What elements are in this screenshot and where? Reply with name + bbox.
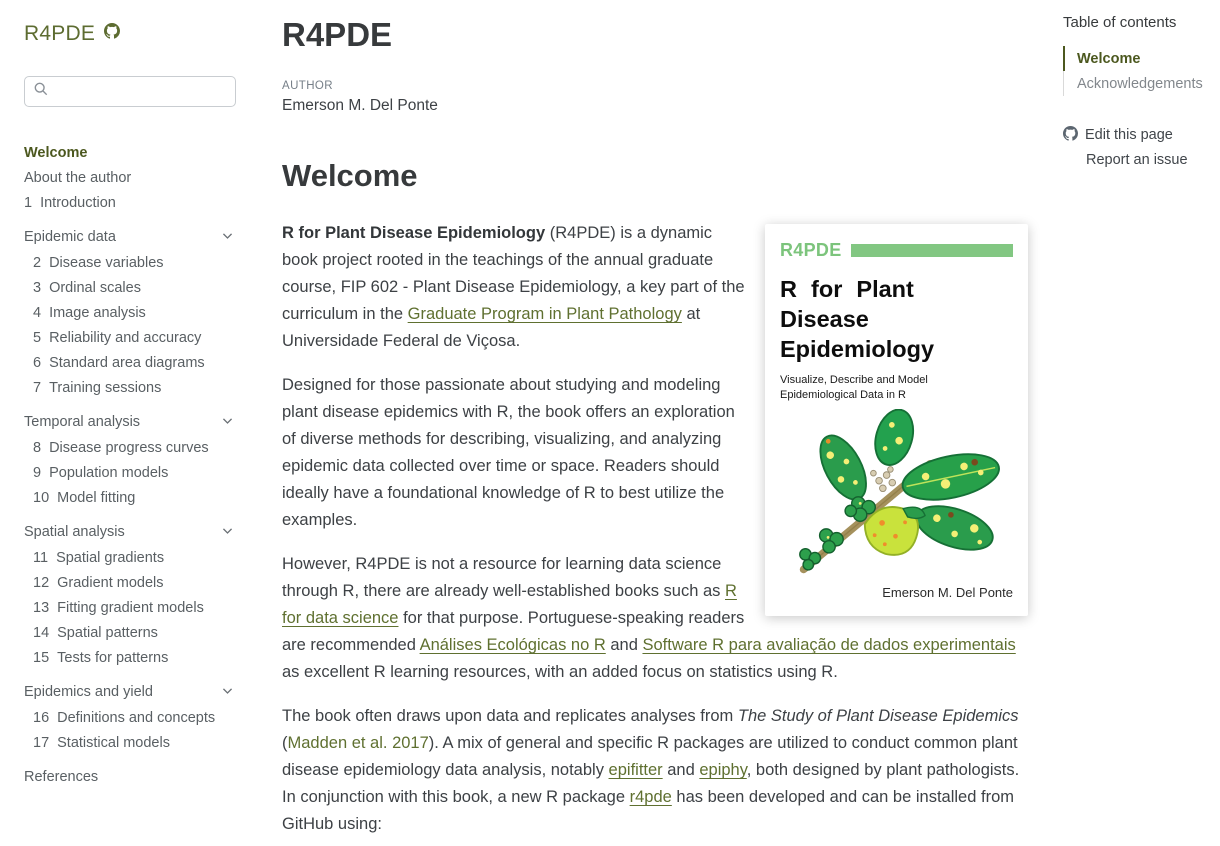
paragraph-4: The book often draws upon data and replicates analyses from The Study of Plant Disease Epidemics (Madden et al. 2017). A mix of general and specific R packages are utilized to conduct common plant disease epidemiology data analysis, notably epifitter and epiphy, both designed by plant pathologists. In conjunction with this book, a new R package r4pde has been developed and can be installed from GitHub using: — [282, 707, 1020, 833]
link-epifitter[interactable]: epifitter — [608, 761, 663, 779]
sidebar-item-reliability-and-accuracy[interactable]: 5 Reliability and accuracy — [33, 329, 202, 346]
sidebar-section-spatial-analysis[interactable]: Spatial analysis — [24, 519, 236, 545]
chevron-down-icon[interactable] — [221, 414, 236, 431]
document-title: R4PDE — [282, 16, 393, 53]
link-r-for-data-science[interactable]: R for data science — [282, 582, 737, 627]
sidebar-item-training-sessions[interactable]: 7 Training sessions — [33, 379, 162, 396]
toc-item-welcome[interactable]: Welcome — [1063, 46, 1220, 71]
left-sidebar — [0, 0, 260, 846]
toc-title: Table of contents — [1063, 14, 1177, 31]
sidebar-item-tests-for-patterns[interactable]: 15 Tests for patterns — [33, 649, 169, 666]
chevron-down-icon[interactable] — [221, 229, 236, 246]
toc-sidebar — [1063, 0, 1220, 846]
book-cover-illustration — [788, 409, 1006, 577]
sidebar-section-epidemic-data[interactable]: Epidemic data — [24, 224, 236, 250]
sidebar-item-spatial-gradients[interactable]: 11 Spatial gradients — [33, 549, 165, 566]
sidebar-item-welcome[interactable]: Welcome — [24, 144, 88, 161]
sidebar-item-image-analysis[interactable]: 4 Image analysis — [33, 304, 146, 321]
sidebar-item-ordinal-scales[interactable]: 3 Ordinal scales — [33, 279, 141, 296]
link-software-r[interactable]: Software R para avaliação de dados experimentais — [642, 636, 1016, 654]
sidebar-item-definitions-and-concepts[interactable]: 16 Definitions and concepts — [33, 709, 216, 726]
page-heading: Welcome — [282, 158, 418, 193]
search-box[interactable] — [24, 76, 236, 107]
sidebar-item-standard-area-diagrams[interactable]: 6 Standard area diagrams — [33, 354, 205, 371]
sidebar-section-epidemics-and-yield[interactable]: Epidemics and yield — [24, 679, 236, 705]
toc-items — [1063, 46, 1220, 96]
github-icon — [1063, 126, 1078, 145]
cover-green-bar — [851, 244, 1013, 257]
chevron-down-icon[interactable] — [221, 524, 236, 541]
sidebar-item-gradient-models[interactable]: 12 Gradient models — [33, 574, 164, 591]
edit-this-page-link[interactable]: Edit this page — [1063, 122, 1220, 148]
sidebar-item-model-fitting[interactable]: 10 Model fitting — [33, 489, 136, 506]
link-r4pde-package[interactable]: r4pde — [629, 788, 672, 806]
book-cover — [765, 224, 1028, 616]
search-input[interactable] — [55, 84, 226, 100]
sidebar-item-introduction[interactable]: 1 Introduction — [24, 194, 116, 211]
sidebar-section-temporal-analysis[interactable]: Temporal analysis — [24, 409, 236, 435]
cover-brand: R4PDE — [780, 240, 842, 260]
sidebar-item-fitting-gradient-models[interactable]: 13 Fitting gradient models — [33, 599, 204, 616]
cover-subtitle: Visualize, Describe and Model Epidemiological Data in R — [780, 374, 928, 402]
main-content — [282, 0, 1028, 846]
report-an-issue-link[interactable]: Report an issue — [1086, 151, 1188, 168]
article-body — [282, 220, 1028, 838]
sidebar-item-disease-variables[interactable]: 2 Disease variables — [33, 254, 164, 271]
link-analises-ecologicas[interactable]: Análises Ecológicas no R — [419, 636, 606, 654]
sidebar-item-about-the-author[interactable]: About the author — [24, 169, 132, 186]
cover-title: R for Plant Disease Epidemiology — [780, 276, 935, 363]
author-label: AUTHOR — [282, 80, 333, 92]
paragraph-2: Designed for those passionate about studying and modeling plant disease epidemics with R, the book offers an exploration of diverse methods for describing, visualizing, and analyzing epidemic data collected over time or space. Readers should ideally have a foundational knowledge of R to best utilize the examples. — [282, 376, 735, 529]
sidebar-item-spatial-patterns[interactable]: 14 Spatial patterns — [33, 624, 158, 641]
link-epiphy[interactable]: epiphy — [699, 761, 747, 779]
sidebar-item-references[interactable]: References — [24, 768, 99, 785]
sidebar-item-population-models[interactable]: 9 Population models — [33, 464, 169, 481]
sidebar-item-disease-progress-curves[interactable]: 8 Disease progress curves — [33, 439, 209, 456]
author-name: Emerson M. Del Ponte — [282, 97, 438, 114]
github-icon[interactable] — [104, 23, 120, 44]
chevron-down-icon[interactable] — [221, 684, 236, 701]
sidebar-nav — [24, 140, 236, 789]
search-icon — [34, 82, 48, 101]
cover-author: Emerson M. Del Ponte — [882, 584, 1013, 600]
toc-item-acknowledgements[interactable]: Acknowledgements — [1063, 71, 1220, 96]
link-graduate-program[interactable]: Graduate Program in Plant Pathology — [407, 305, 682, 323]
site-logo[interactable]: R4PDE — [24, 22, 96, 45]
link-citation-madden[interactable]: Madden et al. 2017 — [287, 734, 429, 752]
sidebar-item-statistical-models[interactable]: 17 Statistical models — [33, 734, 170, 751]
paragraph-3: However, R4PDE is not a resource for learning data science through R, there are already well-established books such as R for data science for that purpose. Portuguese-speaking readers are recommended Análises Ecológicas no R and Software R para avaliação de dados experimentais as excellent R learning resources, with an added focus on statistics using R. — [282, 555, 1016, 681]
paragraph-1: R for Plant Disease Epidemiology (R4PDE) is a dynamic book project rooted in the teachings of the annual graduate course, FIP 602 - Plant Disease Epidemiology, a key part of the curriculum in the Graduate Program in Plant Pathology at Universidade Federal de Viçosa. — [282, 224, 745, 350]
